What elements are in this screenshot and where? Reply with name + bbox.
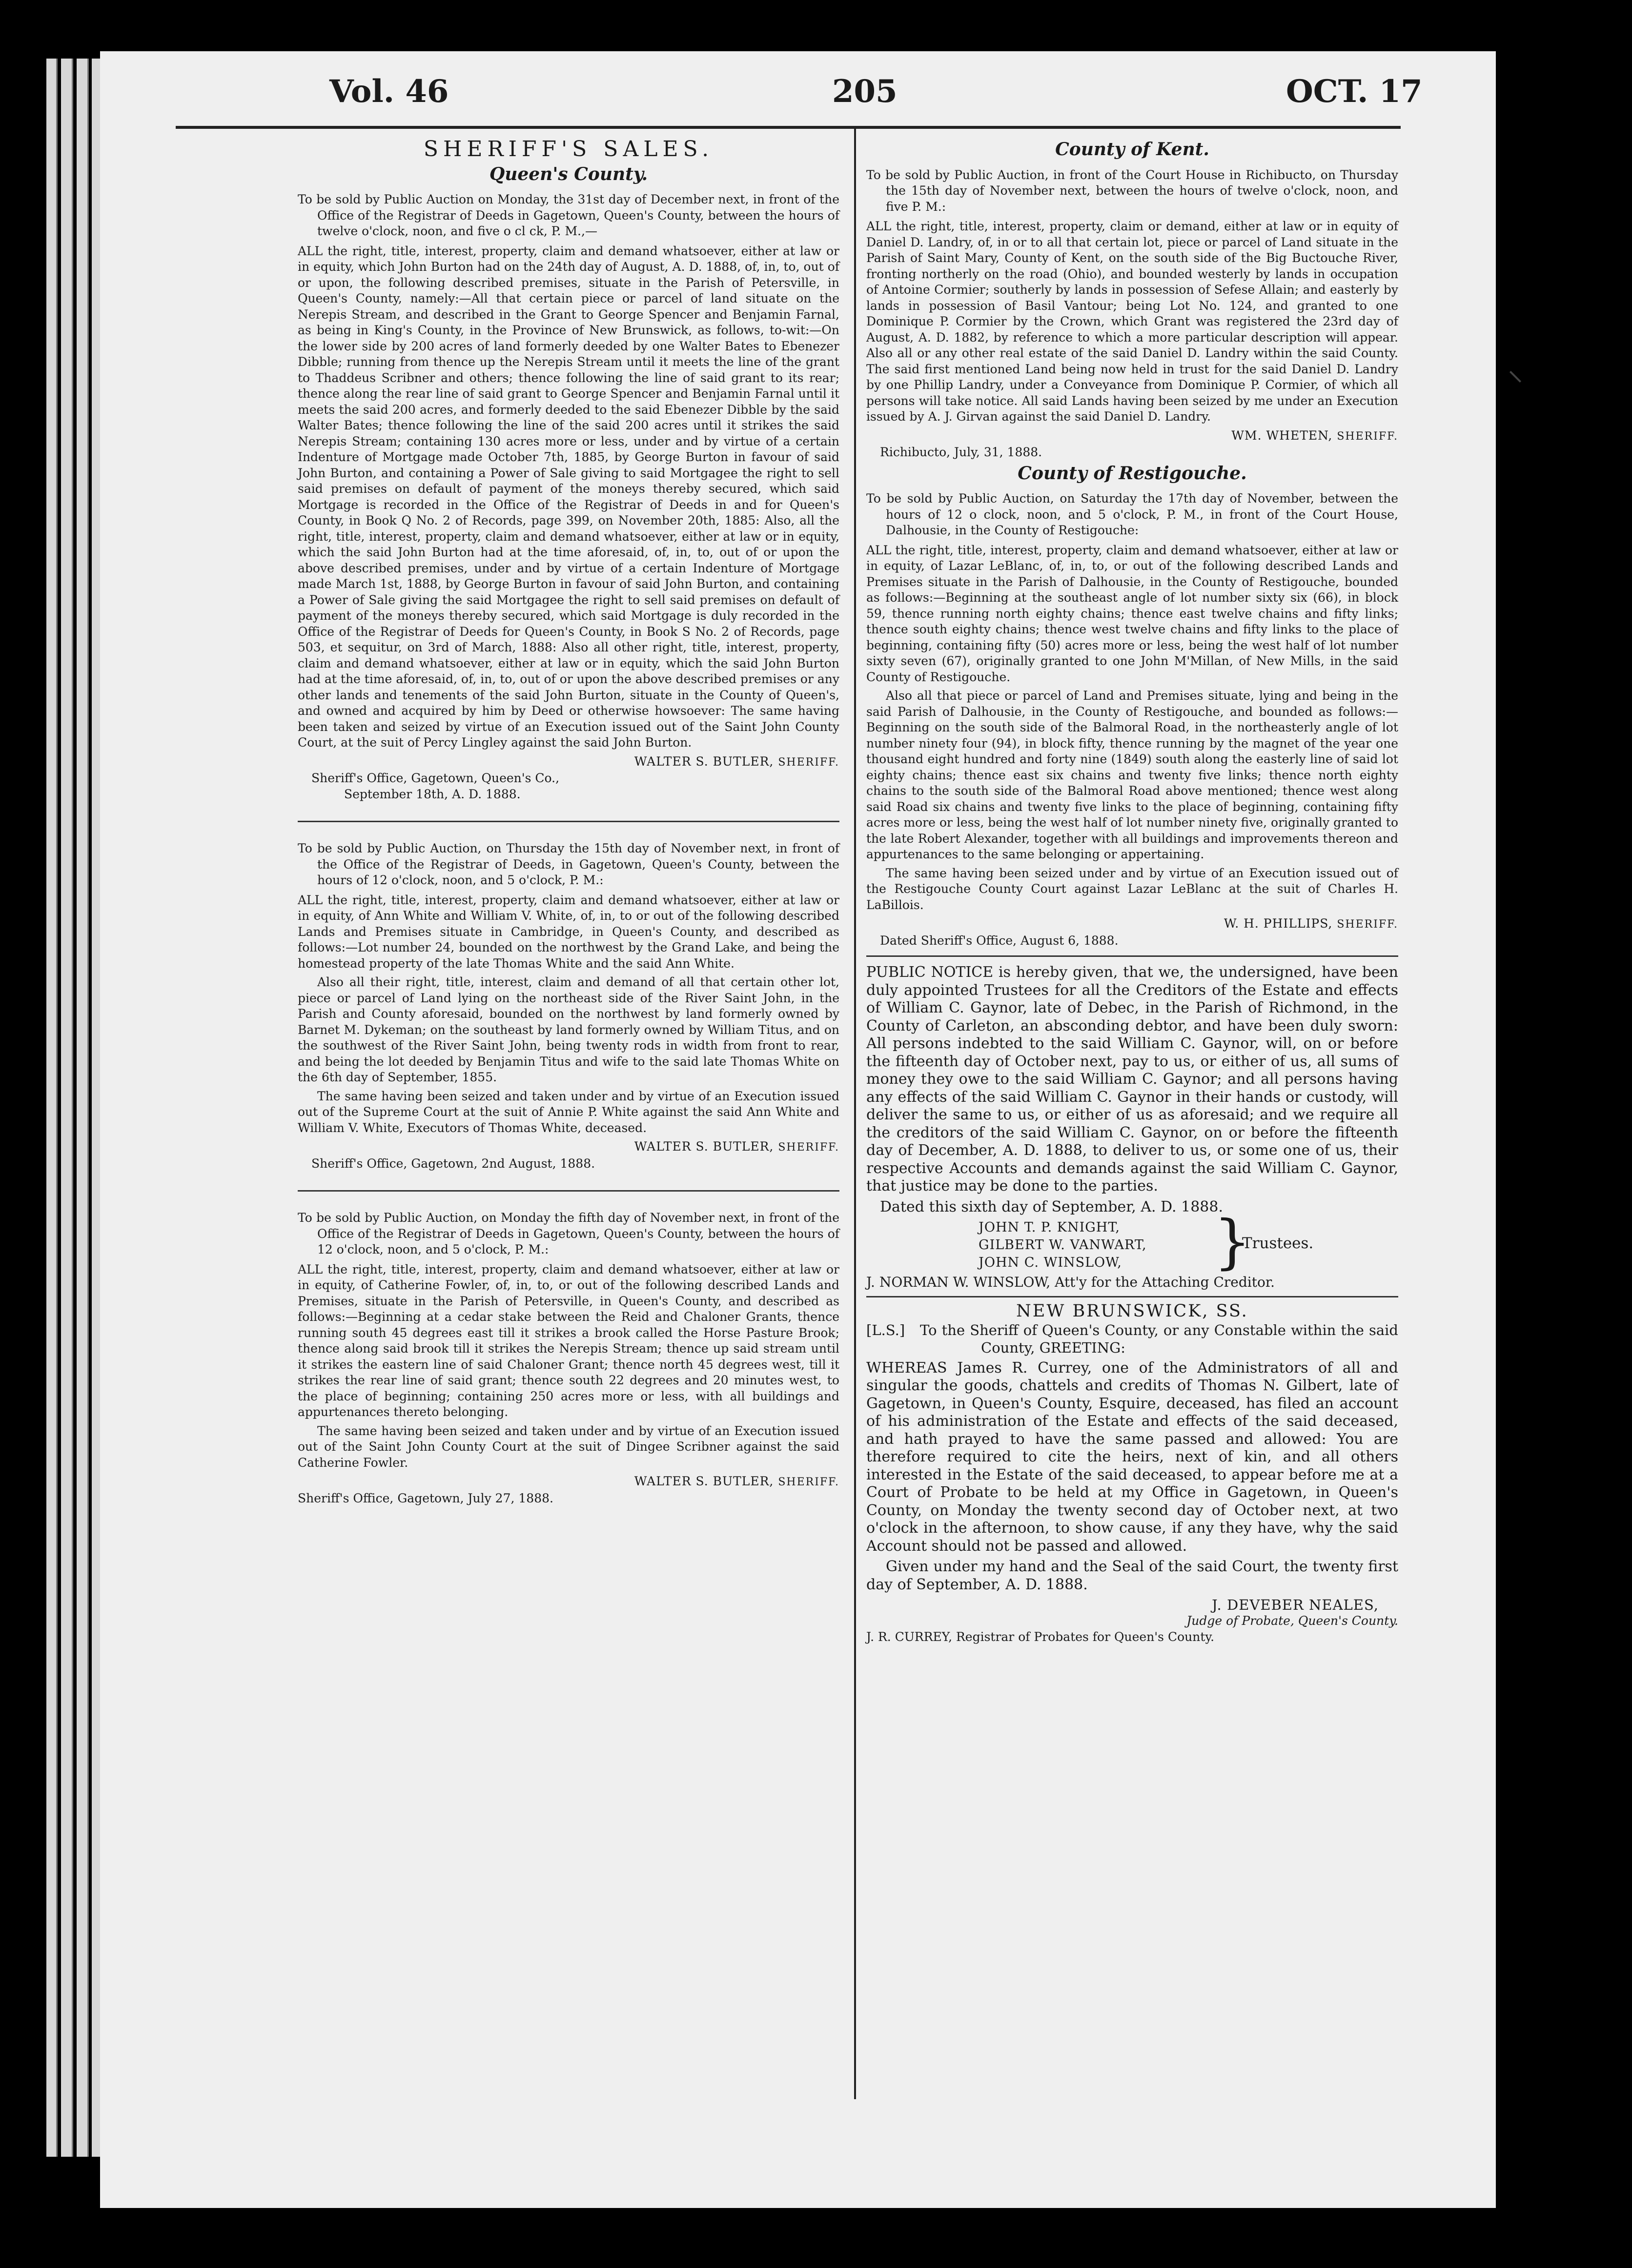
notice-body: The same having been seized under and by virtue of an Execution issued out of the Restigouche County Court against Lazar LeBlanc at the suit of Charles H. LaBillois. — [866, 866, 1398, 912]
registrar-line: J. R. CURREY, Registrar of Probates for Queen's County. — [866, 1629, 1215, 1644]
judge-title: Judge of Probate, Queen's County. — [1186, 1614, 1398, 1628]
notice-body: ALL the right, title, interest, property, claim and demand whatsoever, either at law or in equity, which John Burton had on the 24th day of August, A. D. 1888, of, in, to, out of or upon, the following described premises, situate in the Parish of Petersville, in Queen's County, namely:—All that certain piece or parcel of land situate on the Nerepis Stream, and described in the Grant to George Spencer and Benjamin Farnal, as being in King's County, in the Province of New Brunswick, as follows, to-wit:—On the lower side by 200 acres of land formerly deeded by one Walter Bates to Ebenezer Dibble; running from thence up the Nerepis Stream until it meets the line of the grant to Thaddeus Scribner and others; thence following the line of said grant to its rear; thence along the rear line of said grant to George Spencer and Benjamin Farnal until it meets the said 200 acres, and formerly deeded to the said Ebenezer Dibble by the said Walter Bates; thence following the line of the said 200 acres until it strikes the said Nerepis Stream; containing 130 acres more or less, under and by virtue of a certain Indenture of Mortgage made October 7th, 1885, by George Burton in favour of said John Burton, and containing a Power of Sale giving to said Mortgagee the right to sell said premises on default of payment of the moneys thereby secured, which said Mortgage is recorded in the Office of the Registrar of Deeds in and for Queen's County, in Book Q No. 2 of Records, page 399, on November 20th, 1885: Also, all the right, title, interest, property, claim and demand whatsoever, either at law or in equity, which the said John Burton had at the time aforesaid, of, in, to, out of or upon the above described premises, under and by virtue of a certain Indenture of Mortgage made March 1st, 1888, by George Burton in favour of said John Burton, and containing a Power of Sale giving the said Mortgagee the right to sell said premises on default of payment of the moneys thereby secured, which said Mortgage is duly recorded in the Office of the Registrar of Deeds for Queen's County, in Book S No. 2 of Records, page 503, et sequitur, on 3rd of March, 1888: Also all other right, title, interest, property, claim and demand whatsoever, either at law or in equity, which the said John Burton had at the time aforesaid, of, in, to, out of or upon the above described premises or any other lands and tenements of the said John Burton, situate in the County of Queen's, and owned and acquired by him by Deed or otherwise howsoever: The same having been taken and seized by virtue of an Execution issued out of the Saint John County Court, at the suit of Percy Lingley against the said John Burton. — [298, 243, 839, 749]
probate-address: [L.S.] To the Sheriff of Queen's County, or any Constable within the said County, GREETING: — [866, 1321, 1398, 1356]
page-number: 205 — [832, 73, 898, 110]
brace-glyph: } — [1214, 1208, 1251, 1276]
county-heading: County of Restigouche. — [1018, 463, 1247, 484]
notice-body: ALL the right, title, interest, property, claim and demand whatsoever, either at law or in equity, of Lazar LeBlanc, of, in, to, or out of the following described Lands and Premises situate in the Parish of Dalhousie, in the County of Restigouche, bounded as follows:—Beginning at the southeast angle of lot number sixty six (66), in block 59, thence running north eighty chains; thence east twelve chains and fifty links; thence south eighty chains; thence west twelve chains and fifty links to the place of beginning, containing fifty (50) acres more or less, being the west half of lot number sixty seven (67), originally granted to one John M'Millan, of New Mills, in the said County of Restigouche. — [866, 543, 1398, 684]
header-rule — [176, 126, 1401, 129]
volume-label: Vol. 46 — [329, 73, 449, 110]
notice-intro: To be sold by Public Auction, on Monday the fifth day of November next, in front of the Office of the Registrar of Deeds in Gagetown, Queen's County, between the hours of 12 o'clock, noon, and 5 o'clock, P. M.: — [298, 1211, 839, 1256]
probate-given: Given under my hand and the Seal of the said Court, the twenty first day of September, A. D. 1888. — [866, 1558, 1398, 1593]
trustee-name: GILBERT W. VANWART, — [979, 1237, 1147, 1253]
notice-body: ALL the right, title, interest, property, claim or demand, either at law or in equity of Daniel D. Landry, of, in or to all that certain lot, piece or parcel of Land situate in the Parish of Saint Mary, County of Kent, on the south side of the Big Buctouche River, fronting northerly on the road (Ohio), and bounded westerly by lands in occupation of Antoine Cormier; southerly by lands in possession of Sefese Allain; and easterly by lands in possession of Basil Vantour; being Lot No. 124, and granted to one Dominique P. Cormier by the Crown, which Grant was registered the 23rd day of August, A. D. 1882, by reference to which a more particular description will appear. Also all or any other real estate of the said Daniel D. Landry within the said County. The said first mentioned Land being now held in trust for the said Daniel D. Landry by one Phillip Landry, under a Conveyance from Dominique P. Cormier, of which all persons will take notice. All said Lands having been seized by me under an Execution issued by A. J. Girvan against the said Daniel D. Landry. — [866, 219, 1398, 424]
section-title: SHERIFF'S SALES. — [423, 137, 714, 162]
trustee-names — [979, 1219, 1147, 1272]
county-heading: Queen's County. — [489, 163, 648, 184]
sheriff-signature: W. H. PHILLIPS, SHERIFF. — [1224, 916, 1398, 931]
notice-intro: To be sold by Public Auction on Monday, the 31st day of December next, in front of the Office of the Registrar of Deeds in Gagetown, Queen's County, between the hours of twelve o'clock, noon, and five o cl ck, P. M.,— — [298, 192, 839, 238]
date-line: Richibucto, July, 31, 1888. — [880, 445, 1042, 459]
date-line: September 18th, A. D. 1888. — [344, 787, 521, 801]
date-line: Dated Sheriff's Office, August 6, 1888. — [880, 933, 1119, 948]
notice-body: ALL the right, title, interest, property, claim and demand whatsoever, either at law or in equity, of Catherine Fowler, of, in, to, or out of the following described Lands and Premises, situate in the Parish of Petersville, in Queen's County, and described as follows:—Beginning at a cedar stake between the Reid and Chaloner Grants, thence running south 45 degrees east till it strikes a brook called the Horse Pasture Brook; thence along said brook till it strikes the Nerepis Stream; thence up said stream until it strikes the eastern line of said Chaloner Grant; thence north 45 degrees west, till it strikes the rear line of said grant; thence south 22 degrees and 20 minutes west, to the place of beginning; containing 250 acres more or less, with all buildings and appurtenances thereto belonging. — [298, 1262, 839, 1419]
trustees-label: Trustees. — [1242, 1234, 1314, 1252]
left-column — [298, 137, 839, 1506]
notice-body: Also all that piece or parcel of Land and Premises situate, lying and being in the said Parish of Dalhousie, in the County of Restigouche, and bounded as follows:—Beginning on the south side of the Balmoral Road, in the northeasterly angle of lot number ninety four (94), in block fifty, thence running by the magnet of the year one thousand eight hundred and forty nine (1849) south along the easterly line of said lot eighty chains; thence east six chains and twenty five links; thence north eighty chains to the south side of the Balmoral Road above mentioned; thence west along said Road six chains and twenty five links to the place of beginning, containing fifty acres more or less, being the west half of lot number ninety five, originally granted to the late Robert Alexander, together with all buildings and improvements thereon and appurtenances to the same belonging or appertaining. — [866, 688, 1398, 861]
notice-divider — [298, 1190, 839, 1192]
notice-body: The same having been seized and taken under and by virtue of an Execution issued out of the Saint John County Court at the suit of Dingee Scribner against the said Catherine Fowler. — [298, 1423, 839, 1470]
county-heading: County of Kent. — [1055, 139, 1209, 160]
office-line: Sheriff's Office, Gagetown, 2nd August, 1888. — [311, 1156, 595, 1171]
date-line: Dated this sixth day of September, A. D. 1888. — [880, 1198, 1224, 1215]
notice-intro: To be sold by Public Auction, on Thursday the 15th day of November next, in front of the Office of the Registrar of Deeds, in Gagetown, Queen's County, between the hours of 12 o'clock, noon, and 5 o'clock, P. M.: — [298, 841, 839, 887]
sheriff-signature: WM. WHETEN, SHERIFF. — [1231, 428, 1398, 443]
notice-body: The same having been seized and taken under and by virtue of an Execution issued out of the Supreme Court at the suit of Annie P. White against the said Ann White and William V. White, Executors of Thomas White, deceased. — [298, 1089, 839, 1135]
page-stack-edge — [46, 59, 58, 2157]
sheriff-signature: WALTER S. BUTLER, SHERIFF. — [634, 754, 839, 769]
seal-label: [L.S.] — [866, 1321, 905, 1338]
notice-divider — [866, 1296, 1398, 1297]
trustee-name: JOHN T. P. KNIGHT, — [979, 1219, 1120, 1235]
page-stack-edge — [77, 59, 89, 2157]
sheriff-signature: WALTER S. BUTLER, SHERIFF. — [634, 1139, 839, 1154]
notice-divider — [298, 821, 839, 822]
judge-signature: J. DEVEBER NEALES, — [1212, 1597, 1379, 1613]
probate-body: WHEREAS James R. Currey, one of the Administrators of all and singular the goods, chattels and credits of Thomas N. Gilbert, late of Gagetown, in Queen's County, Esquire, deceased, has filed an account of his administration of the Estate and effects of the said deceased, and hath prayed to have the same passed and allowed: You are therefore required to cite the heirs, next of kin, and all others interested in the Estate of the said deceased, to appear before me at a Court of Probate to be held at my Office in Gagetown, in Queen's County, on Monday the twenty second day of October next, at two o'clock in the afternoon, to show cause, if any they have, why the said Account should not be passed and allowed. — [866, 1359, 1398, 1555]
office-line: Sheriff's Office, Gagetown, July 27, 1888. — [298, 1491, 553, 1505]
trustee-name: JOHN C. WINSLOW, — [979, 1255, 1122, 1270]
notice-intro: To be sold by Public Auction, on Saturday the 17th day of November, between the hours of 12 o clock, noon, and 5 o'clock, P. M., in front of the Court House, Dalhousie, in the County of Restigouche: — [866, 491, 1398, 537]
sheriff-signature: WALTER S. BUTLER, SHERIFF. — [634, 1474, 839, 1488]
issue-date: OCT. 17 — [1286, 73, 1423, 110]
right-column — [866, 139, 1398, 1645]
page-header — [181, 73, 1464, 120]
page-stack-edge — [61, 59, 73, 2157]
public-notice-body: PUBLIC NOTICE is hereby given, that we, the undersigned, have been duly appointed Trustees for all the Creditors of the Estate and effects of William C. Gaynor, late of Debec, in the Parish of Richmond, in the County of Carleton, an absconding debtor, and have been duly sworn: All persons indebted to the said William C. Gaynor, will, on or before the fifteenth day of October next, pay to us, or either of us, all sums of money they owe to the said William C. Gaynor; and all persons having any effects of the said William C. Gaynor in their hands or custody, will deliver the same to us, or either of us as aforesaid; and we require all the creditors of the said William C. Gaynor, on or before the fifteenth day of December, A. D. 1888, to deliver to us, or some one of us, their respective Accounts and demands against the said William C. Gaynor, that justice may be done to the parties. — [866, 964, 1398, 1195]
notice-body: ALL the right, title, interest, property, claim and demand whatsoever, either at law or in equity, of Ann White and William V. White, of, in, to or out of the following described Lands and Premises situate in Cambridge, in Queen's County, and described as follows:—Lot number 24, bounded on the northwest by the Grand Lake, and being the homestead property of the late Thomas White and the said Ann White. — [298, 892, 839, 971]
column-divider — [854, 128, 856, 2099]
notice-intro: To be sold by Public Auction, in front of the Court House in Richibucto, on Thursday the 15th day of November next, between the hours of twelve o'clock, noon, and five P. M.: — [866, 167, 1398, 214]
attorney-line: J. NORMAN W. WINSLOW, Att'y for the Attaching Creditor. — [866, 1274, 1275, 1290]
notice-body: Also all their right, title, interest, claim and demand of all that certain other lot, piece or parcel of Land lying on the northeast side of the River Saint John, in the Parish and County aforesaid, bounded on the northwest by land formerly owned by Barnet M. Dykeman; on the southeast by land formerly owned by William Titus, and on the southwest of the River Saint John, being twenty rods in width from front to rear, and being the lot deeded by Benjamin Titus and wife to the said late Thomas White on the 6th day of September, 1855. — [298, 975, 839, 1084]
office-line: Sheriff's Office, Gagetown, Queen's Co., — [311, 771, 560, 785]
probate-title: NEW BRUNSWICK, SS. — [1016, 1301, 1248, 1321]
notice-divider — [866, 955, 1398, 957]
trustees-block — [866, 1208, 1398, 1276]
pencil-mark — [1510, 371, 1521, 383]
